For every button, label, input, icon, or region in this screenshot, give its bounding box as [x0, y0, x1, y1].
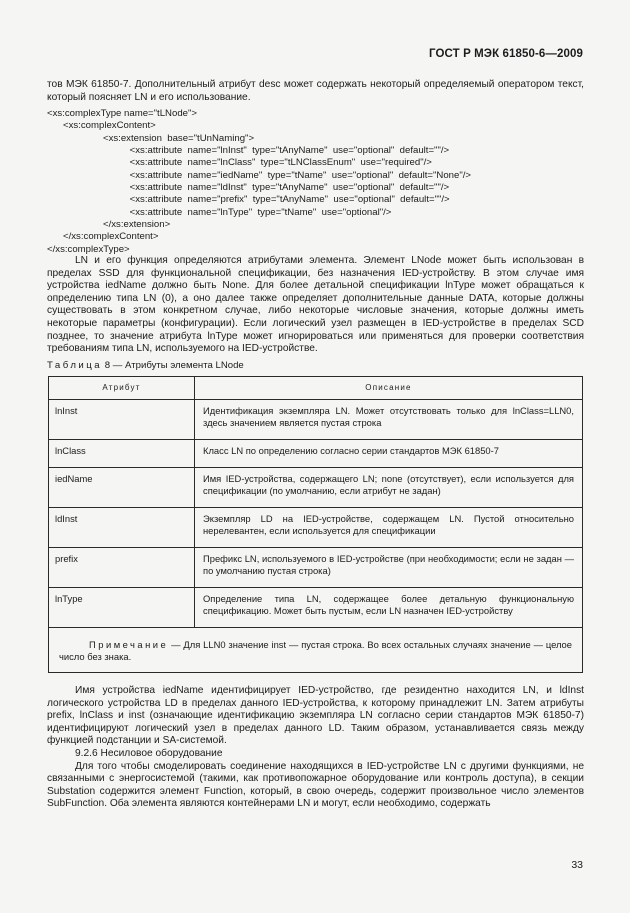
code-line: <xs:attribute name="lnType" type="tName" use="optional"/>	[47, 206, 392, 218]
attribute-description-cell: Определение типа LN, содержащее более детальную функциональную спецификацию. Может быть пустым, если LN назначен IED-устройству	[195, 588, 583, 628]
section-heading: 9.2.6 Несиловое оборудование	[75, 747, 223, 759]
code-line: <xs:attribute name="prefix" type="tAnyName" use="optional" default=""/>	[47, 194, 450, 206]
intro-paragraph	[47, 79, 584, 104]
code-line: </xs:complexType>	[47, 243, 130, 255]
code-line: <xs:extension base="tUnNaming">	[47, 132, 255, 144]
attribute-name-cell: ldInst	[49, 508, 195, 548]
table-note	[49, 628, 583, 673]
attribute-description-cell: Идентификация экземпляра LN. Может отсутствовать только для lnClass=LLN0, здесь значением является пустая строка	[195, 400, 583, 440]
table-row	[49, 440, 583, 468]
table-caption-title: 8 — Атрибуты элемента LNode	[102, 360, 244, 371]
column-header-attribute: Атрибут	[49, 377, 195, 400]
code-line: </xs:extension>	[47, 219, 171, 231]
code-line: <xs:attribute name="lnInst" type="tAnyName" use="optional" default=""/>	[47, 145, 450, 157]
document-header: ГОСТ Р МЭК 61850-6—2009	[429, 48, 583, 60]
attribute-name-cell: iedName	[49, 468, 195, 508]
attribute-description-cell: Экземпляр LD на IED-устройстве, содержащем LN. Пустой относительно нерелевантен, если используется для спецификации	[195, 508, 583, 548]
attributes-table	[48, 376, 583, 673]
attribute-name-cell: prefix	[49, 548, 195, 588]
lnode-paragraph: LN и его функция определяются атрибутами элемента. Элемент LNode может быть использован в пределах SSD для функциональной спецификации, без назначения IED-устройству. В этом случае имя устройства iedName должно быть None. Для более детальной спецификации lnType может обращаться к определению типа LN (0), а оно далее также определяет дополнительные данные DATA, которые должны существовать в этом конкретном случае, либо некоторые числовые значения, которые должны иметь некоторые параметры (конфигурации). Если логический узел размещен в IED-устройстве в пределах SCD позднее, то значение атрибута lnType может игнорироваться или применяться для проверки соответствия требованиям типа LN, используемого на IED-устройстве.	[47, 255, 584, 355]
table-body	[49, 400, 583, 628]
attribute-name-cell: lnInst	[49, 400, 195, 440]
page-number: 33	[571, 859, 583, 871]
code-line: <xs:complexType name="tLNode">	[47, 108, 198, 119]
attribute-name-cell: lnClass	[49, 440, 195, 468]
note-text: — Для LLN0 значение inst — пустая строка. Во всех остальных случаях значение — целое число без знака.	[59, 639, 572, 663]
table-caption-label: Таблица	[47, 360, 103, 371]
table-row	[49, 508, 583, 548]
table-row	[49, 468, 583, 508]
iedname-paragraph: Имя устройства iedName идентифицирует IED-устройство, где резидентно находится LN, и ldInst логического устройства LD в пределах данного IED-устройства, к которому принадлежит LN. Затем атрибуты prefix, lnClass и inst (означающие идентификацию экземпляра LN согласно серии стандартов МЭК 61850-7) идентифицируют логический узел в пределах данного LD. Таким образом, устанавливается связь между функцией подстанции и SA-системой.	[47, 685, 584, 747]
note-label: Примечание	[89, 639, 169, 650]
attribute-description-cell: Класс LN по определению согласно серии стандартов МЭК 61850-7	[195, 440, 583, 468]
attribute-description-cell: Префикс LN, используемого в IED-устройстве (при необходимости; если не задан — по умолчанию пустая строка)	[195, 548, 583, 588]
code-line: </xs:complexContent>	[47, 231, 159, 243]
code-line: <xs:complexContent>	[47, 120, 156, 132]
lnode-description	[47, 255, 584, 356]
section-paragraph: Для того чтобы смоделировать соединение находящихся в IED-устройстве LN с другими функциями, не связанными с энергосистемой (такими, как противопожарное оборудование или контроль доступа), в секции Substation содержится элемент Function, который, в свою очередь, содержит произвольное число элементов SubFunction. Оба элемента являются контейнерами LN и могут, если необходимо, содержать	[47, 760, 584, 810]
table-caption	[47, 360, 244, 371]
xml-schema-listing	[47, 108, 587, 256]
code-line: <xs:attribute name="ldInst" type="tAnyName" use="optional" default=""/>	[47, 182, 450, 194]
intro-text: тов МЭК 61850-7. Дополнительный атрибут desc может содержать некоторый определяемый оператором текст, который поясняет LN и его использование.	[47, 79, 584, 103]
attribute-description-cell: Имя IED-устройства, содержащего LN; none (отсутствует), если используется для спецификации (по умолчанию, если атрибут не задан)	[195, 468, 583, 508]
code-line: <xs:attribute name="iedName" type="tName" use="optional" default="None"/>	[47, 169, 471, 181]
body-text	[47, 685, 584, 811]
code-line: <xs:attribute name="lnClass" type="tLNClassEnum" use="required"/>	[47, 157, 432, 169]
table-row	[49, 588, 583, 628]
table-row	[49, 548, 583, 588]
attribute-name-cell: lnType	[49, 588, 195, 628]
table-row	[49, 400, 583, 440]
column-header-description: Описание	[195, 377, 583, 400]
